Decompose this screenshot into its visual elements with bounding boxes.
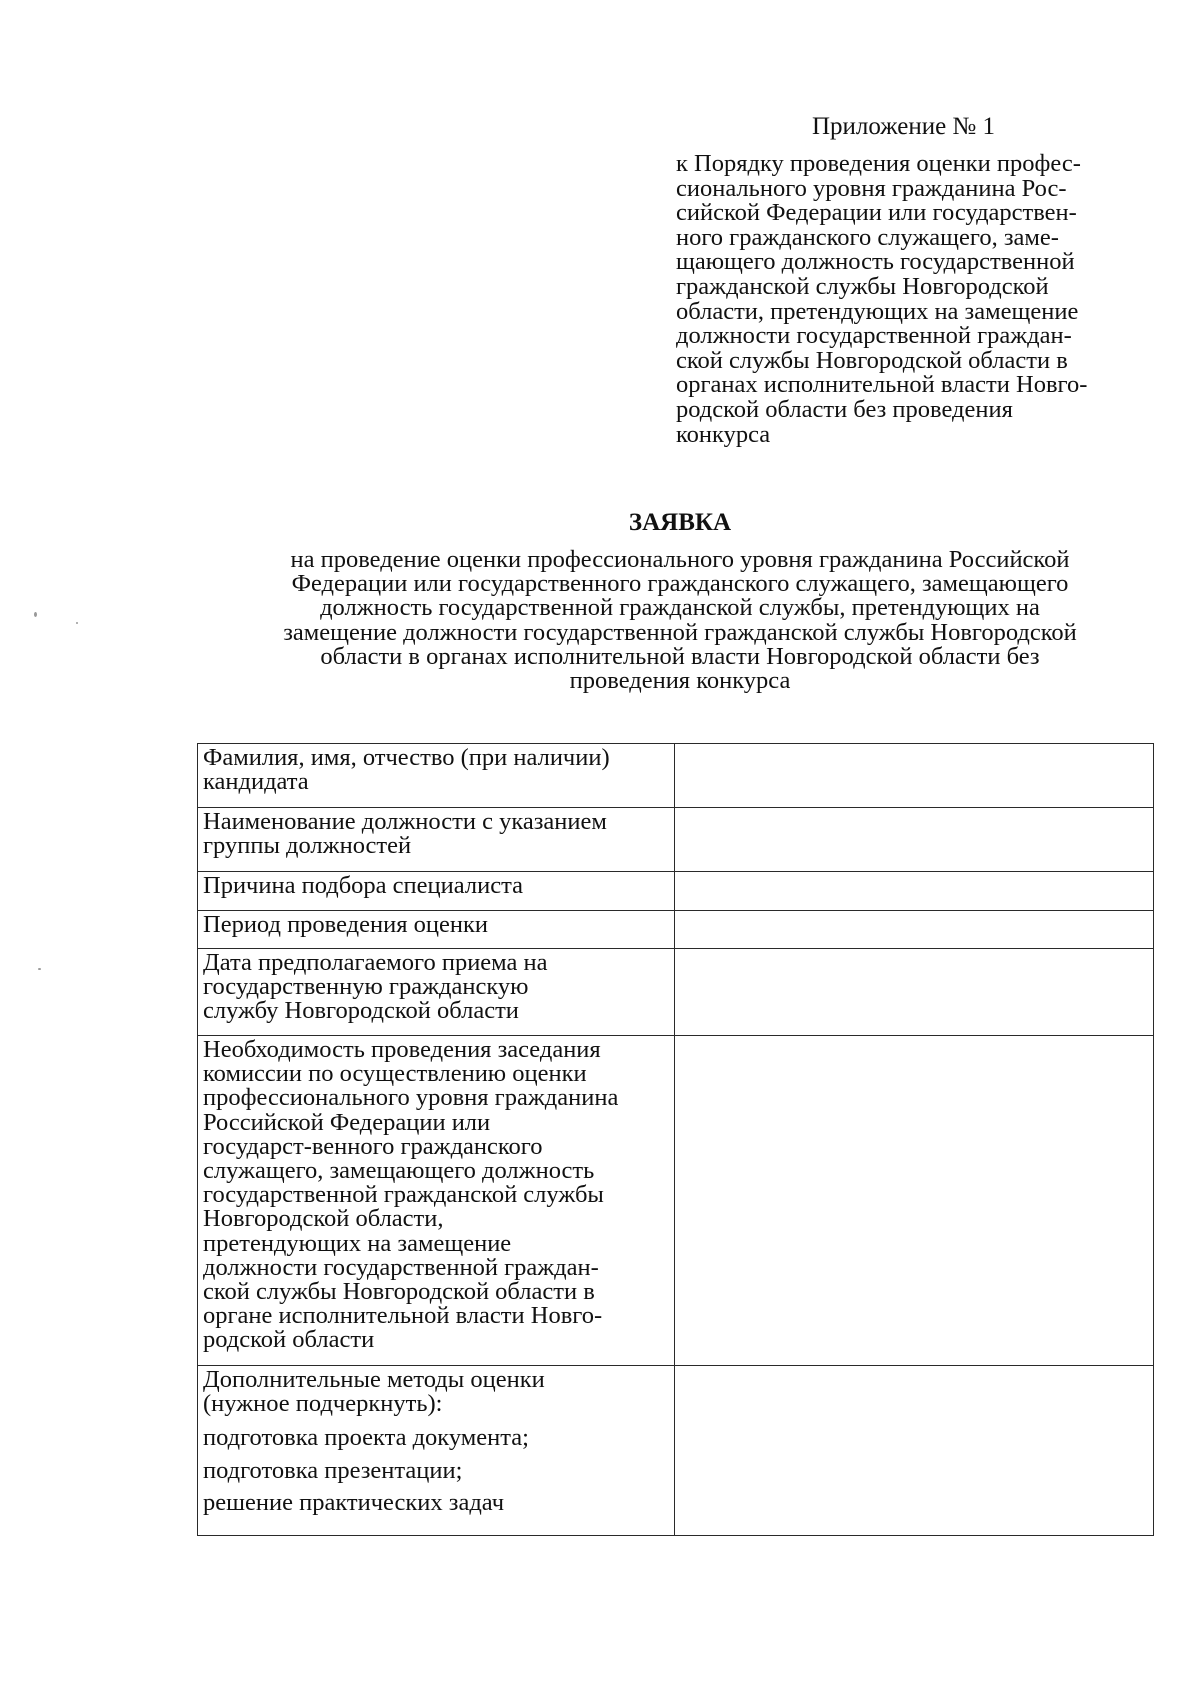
row-value-commission-meeting[interactable] bbox=[675, 1036, 1154, 1366]
row-label-commission-meeting bbox=[198, 1036, 675, 1366]
label-line: Период проведения оценки bbox=[203, 911, 488, 938]
table-row bbox=[198, 1036, 1154, 1366]
table-row bbox=[198, 808, 1154, 872]
label-line: Фамилия, имя, отчество (при наличии) bbox=[203, 744, 610, 771]
label-line: Дополнительные методы оценки bbox=[203, 1366, 545, 1393]
row-label-assessment-period bbox=[198, 911, 675, 949]
scan-speck bbox=[76, 622, 78, 624]
document-heading: ЗАЯВКА bbox=[628, 509, 732, 536]
row-value-additional-methods[interactable] bbox=[675, 1366, 1154, 1536]
label-line: Новгородской области, bbox=[203, 1205, 444, 1233]
appendix-line: щающего должность государственной bbox=[676, 248, 1075, 276]
label-line: органе исполнительной власти Новго- bbox=[203, 1302, 603, 1330]
table-row bbox=[198, 872, 1154, 911]
label-line: (нужное подчеркнуть): bbox=[203, 1390, 443, 1418]
table-row bbox=[198, 744, 1154, 808]
appendix-reference bbox=[676, 152, 1166, 447]
appendix-line: ской службы Новгородской области в bbox=[676, 346, 1068, 374]
row-value-candidate-name[interactable] bbox=[675, 744, 1154, 808]
document-subtitle bbox=[200, 548, 1160, 693]
appendix-line: области, претендующих на замещение bbox=[676, 297, 1079, 325]
label-line: родской области bbox=[203, 1326, 375, 1354]
label-line: претендующих на замещение bbox=[203, 1229, 512, 1257]
row-label-additional-methods bbox=[198, 1366, 675, 1536]
label-line: Необходимость проведения заседания bbox=[203, 1036, 601, 1063]
table-row bbox=[198, 949, 1154, 1036]
appendix-line: ного гражданского служащего, заме- bbox=[676, 223, 1059, 251]
method-option-practical-tasks[interactable]: решение практических задач bbox=[203, 1488, 505, 1516]
label-line: государст-венного гражданского bbox=[203, 1132, 543, 1160]
subtitle-line: замещение должности государственной гражданской службы Новгородской bbox=[283, 618, 1077, 646]
row-value-assessment-period[interactable] bbox=[675, 911, 1154, 949]
row-label-selection-reason bbox=[198, 872, 675, 911]
appendix-line: к Порядку проведения оценки профес- bbox=[676, 150, 1081, 177]
label-line: Наименование должности с указанием bbox=[203, 808, 607, 835]
appendix-line: сийской Федерации или государствен- bbox=[676, 199, 1077, 227]
label-line: профессионального уровня гражданина bbox=[203, 1084, 619, 1112]
scan-speck bbox=[34, 612, 37, 617]
table-row bbox=[198, 911, 1154, 949]
appendix-line: должности государственной граждан- bbox=[676, 322, 1072, 350]
subtitle-line: области в органах исполнительной власти Новгородской области без bbox=[320, 642, 1040, 670]
row-label-hire-date bbox=[198, 949, 675, 1036]
appendix-line: родской области без проведения bbox=[676, 395, 1013, 423]
method-option-document[interactable]: подготовка проекта документа; bbox=[203, 1424, 529, 1452]
application-form-table bbox=[197, 743, 1154, 1536]
row-label-candidate-name bbox=[198, 744, 675, 808]
row-value-hire-date[interactable] bbox=[675, 949, 1154, 1036]
subtitle-line: на проведение оценки профессионального уровня гражданина Российской bbox=[290, 546, 1070, 573]
scan-speck bbox=[38, 968, 41, 970]
label-line: комиссии по осуществлению оценки bbox=[203, 1060, 587, 1088]
label-line: ской службы Новгородской области в bbox=[203, 1278, 595, 1306]
subtitle-line: должность государственной гражданской службы, претендующих на bbox=[320, 594, 1040, 622]
label-line: должности государственной граждан- bbox=[203, 1253, 599, 1281]
row-value-position[interactable] bbox=[675, 808, 1154, 872]
label-line: государственной гражданской службы bbox=[203, 1181, 604, 1209]
method-option-presentation[interactable]: подготовка презентации; bbox=[203, 1456, 463, 1484]
label-line: Причина подбора специалиста bbox=[203, 872, 523, 899]
label-line: Российской Федерации или bbox=[203, 1108, 491, 1136]
row-value-selection-reason[interactable] bbox=[675, 872, 1154, 911]
label-line: Дата предполагаемого приема на bbox=[203, 949, 548, 976]
row-label-position bbox=[198, 808, 675, 872]
label-line: кандидата bbox=[203, 768, 309, 796]
label-line: службу Новгородской области bbox=[203, 997, 519, 1025]
appendix-line: органах исполнительной власти Новго- bbox=[676, 371, 1088, 399]
table-row bbox=[198, 1366, 1154, 1536]
subtitle-line: Федерации или государственного гражданского служащего, замещающего bbox=[291, 570, 1069, 598]
label-line: группы должностей bbox=[203, 832, 412, 860]
appendix-line: сионального уровня гражданина Рос- bbox=[676, 174, 1067, 202]
label-line: служащего, замещающего должность bbox=[203, 1157, 595, 1185]
subtitle-line: проведения конкурса bbox=[569, 667, 791, 695]
appendix-title: Приложение № 1 bbox=[812, 113, 996, 140]
label-line: государственную гражданскую bbox=[203, 973, 529, 1001]
appendix-line: конкурса bbox=[676, 420, 771, 448]
appendix-line: гражданской службы Новгородской bbox=[676, 272, 1049, 300]
